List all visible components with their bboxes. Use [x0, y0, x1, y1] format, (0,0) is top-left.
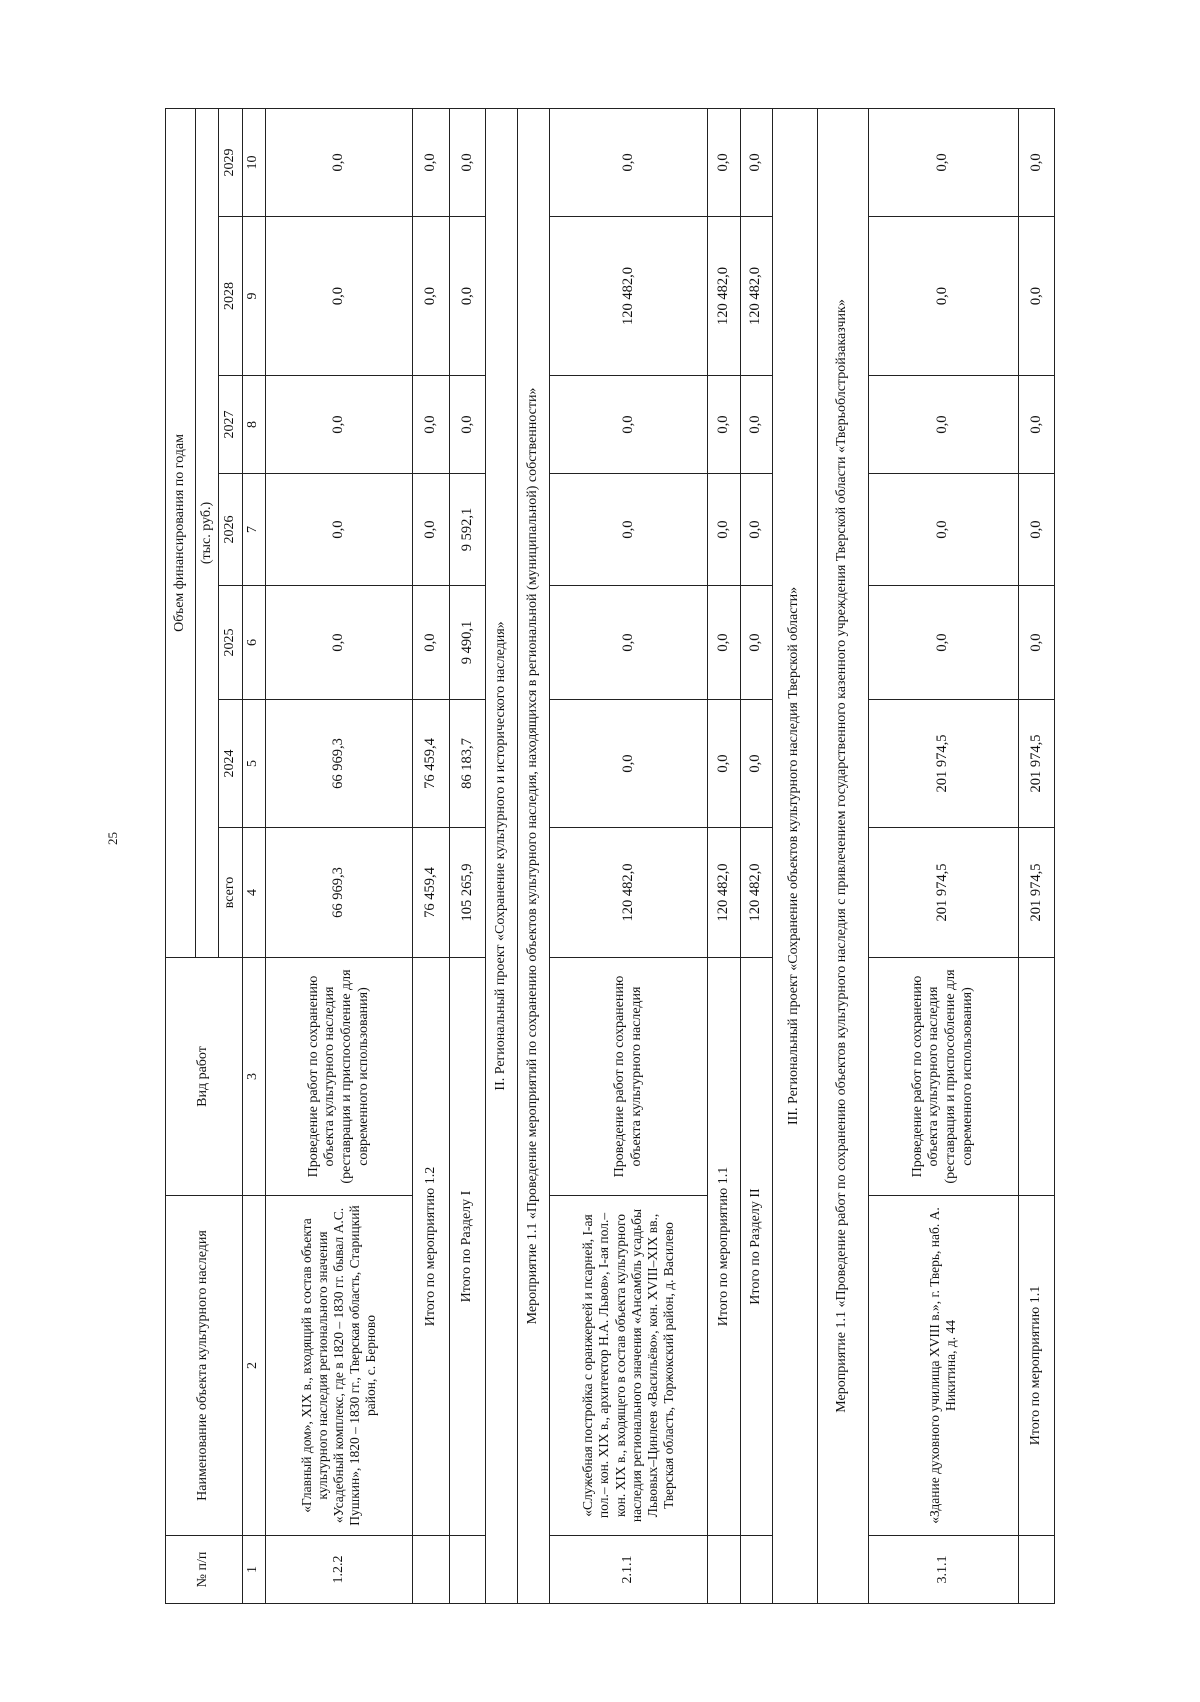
value-2026: 0,0 [550, 474, 708, 586]
table-row [868, 108, 1018, 1603]
section-row [486, 108, 518, 1603]
col-number: 7 [242, 474, 265, 586]
page-number: 25 [105, 832, 120, 845]
col-work-header: Вид работ [166, 958, 243, 1196]
year-header: 2028 [219, 217, 242, 376]
col-number: 2 [242, 1196, 265, 1536]
col-number: 9 [242, 217, 265, 376]
value-2029: 0,0 [1018, 108, 1054, 216]
value-2025: 9 490,1 [449, 586, 485, 700]
funding-table [165, 108, 1055, 1604]
value-total: 120 482,0 [550, 828, 708, 958]
value-2026: 0,0 [708, 474, 740, 586]
value-total: 66 969,3 [265, 828, 413, 958]
value-2028: 0,0 [265, 217, 413, 376]
value-2024: 0,0 [740, 700, 772, 828]
value-2027: 0,0 [413, 376, 449, 474]
value-2024: 86 183,7 [449, 700, 485, 828]
value-2028: 120 482,0 [740, 217, 772, 376]
total-label: Итого по Разделу II [740, 958, 772, 1536]
header-row-1 [166, 108, 196, 1603]
value-2024: 76 459,4 [413, 700, 449, 828]
total-label: Итого по Разделу I [449, 958, 485, 1536]
value-2029: 0,0 [740, 108, 772, 216]
value-total: 120 482,0 [708, 828, 740, 958]
value-total: 120 482,0 [740, 828, 772, 958]
rotated-page [165, 109, 1055, 1604]
total-row [740, 108, 772, 1603]
value-2029: 0,0 [265, 108, 413, 216]
value-2029: 0,0 [868, 108, 1018, 216]
measure-row [817, 108, 868, 1603]
total-row [1018, 108, 1054, 1603]
measure-title: Мероприятие 1.1 «Проведение работ по сохранению объектов культурного наследия с привлечением государственного казенного учреждения Тверской области «Тверьоблстройзаказчик» [817, 108, 868, 1603]
table-row [265, 108, 413, 1603]
value-2029: 0,0 [708, 108, 740, 216]
value-2029: 0,0 [550, 108, 708, 216]
object-name: «Здание духовного училища XVIII в.», г. Тверь, наб. А. Никитина, д. 44 [868, 1196, 1018, 1536]
value-2027: 0,0 [740, 376, 772, 474]
total-row [449, 108, 485, 1603]
col-number: 8 [242, 376, 265, 474]
year-header: 2024 [219, 700, 242, 828]
col-number: 3 [242, 958, 265, 1196]
value-2026: 0,0 [740, 474, 772, 586]
value-2028: 120 482,0 [708, 217, 740, 376]
year-header: 2027 [219, 376, 242, 474]
total-row [708, 108, 740, 1603]
value-2027: 0,0 [265, 376, 413, 474]
value-2026: 0,0 [265, 474, 413, 586]
value-2028: 120 482,0 [550, 217, 708, 376]
value-2024: 0,0 [708, 700, 740, 828]
row-number: 1.2.2 [265, 1536, 413, 1604]
value-total: 76 459,4 [413, 828, 449, 958]
value-2026: 0,0 [868, 474, 1018, 586]
table-row [550, 108, 708, 1603]
col-number: 10 [242, 108, 265, 216]
measure-title: Мероприятие 1.1 «Проведение мероприятий по сохранению объектов культурного наследия, находящихся в региональной (муниципальной) собственности» [518, 108, 550, 1603]
object-name: «Главный дом», XIX в., входящий в состав объекта культурного наследия регионального значения «Усадебный комплекс, где в 1820 – 1830 гг. бывал А.С. Пушкин», 1820 – 1830 гг., Тверская область, Старицкий район, с. Берново [265, 1196, 413, 1536]
value-2025: 0,0 [868, 586, 1018, 700]
value-2029: 0,0 [449, 108, 485, 216]
row-number: 2.1.1 [550, 1536, 708, 1604]
section-title: II. Региональный проект «Сохранение культурного и исторического наследия» [486, 108, 518, 1603]
year-header: 2025 [219, 586, 242, 700]
col-name-header: Наименование объекта культурного наследия [166, 1196, 243, 1536]
col-number: 1 [242, 1536, 265, 1604]
col-number: 6 [242, 586, 265, 700]
col-number: 5 [242, 700, 265, 828]
work-type: Проведение работ по сохранению объекта культурного наследия [550, 958, 708, 1196]
value-2026: 0,0 [413, 474, 449, 586]
row-number: 3.1.1 [868, 1536, 1018, 1604]
value-2026: 0,0 [1018, 474, 1054, 586]
value-2024: 201 974,5 [1018, 700, 1054, 828]
value-total: 201 974,5 [868, 828, 1018, 958]
value-total: 105 265,9 [449, 828, 485, 958]
work-type: Проведение работ по сохранению объекта культурного наследия (реставрация и приспособление для современного использования) [265, 958, 413, 1196]
column-number-row [242, 108, 265, 1603]
value-2024: 201 974,5 [868, 700, 1018, 828]
value-2025: 0,0 [265, 586, 413, 700]
value-2028: 0,0 [1018, 217, 1054, 376]
value-2025: 0,0 [550, 586, 708, 700]
total-label: Итого по мероприятию 1.2 [413, 958, 449, 1536]
total-label: Итого по мероприятию 1.1 [1018, 1196, 1054, 1536]
section-title: III. Региональный проект «Сохранение объектов культурного наследия Тверской области» [772, 108, 817, 1603]
value-2027: 0,0 [1018, 376, 1054, 474]
value-2028: 0,0 [413, 217, 449, 376]
col-no-header: № п/п [166, 1536, 243, 1604]
value-2027: 0,0 [449, 376, 485, 474]
total-row [413, 108, 449, 1603]
year-header: 2029 [219, 108, 242, 216]
section-row [772, 108, 817, 1603]
value-2025: 0,0 [1018, 586, 1054, 700]
value-2027: 0,0 [868, 376, 1018, 474]
object-name: «Служебная постройка с оранжереей и псарней, I-ая пол.– кон. XIX в., архитектор Н.А. Львов», I-ая пол.– кон. XIX в., входящего в состав объекта культурного наследия регионального значения «Ансамбль усадьбы Львовых–Цинлеев «Васильёво», кон. XVIII–XIX вв., Тверская область, Торжокский район, д. Василево [550, 1196, 708, 1536]
col-number: 4 [242, 828, 265, 958]
work-type: Проведение работ по сохранению объекта культурного наследия (реставрация и приспособление для современного использования) [868, 958, 1018, 1196]
value-2028: 0,0 [868, 217, 1018, 376]
value-2027: 0,0 [550, 376, 708, 474]
value-2025: 0,0 [708, 586, 740, 700]
value-2027: 0,0 [708, 376, 740, 474]
value-2024: 66 969,3 [265, 700, 413, 828]
total-label: Итого по мероприятию 1.1 [708, 958, 740, 1536]
value-2025: 0,0 [413, 586, 449, 700]
units-label: (тыс. руб.) [195, 108, 218, 957]
year-header: 2026 [219, 474, 242, 586]
col-total-header: всего [219, 828, 242, 958]
measure-row [518, 108, 550, 1603]
value-2029: 0,0 [413, 108, 449, 216]
value-total: 201 974,5 [1018, 828, 1054, 958]
value-2028: 0,0 [449, 217, 485, 376]
value-2026: 9 592,1 [449, 474, 485, 586]
value-2024: 0,0 [550, 700, 708, 828]
col-funding-header: Объем финансирования по годам [166, 108, 196, 957]
value-2025: 0,0 [740, 586, 772, 700]
